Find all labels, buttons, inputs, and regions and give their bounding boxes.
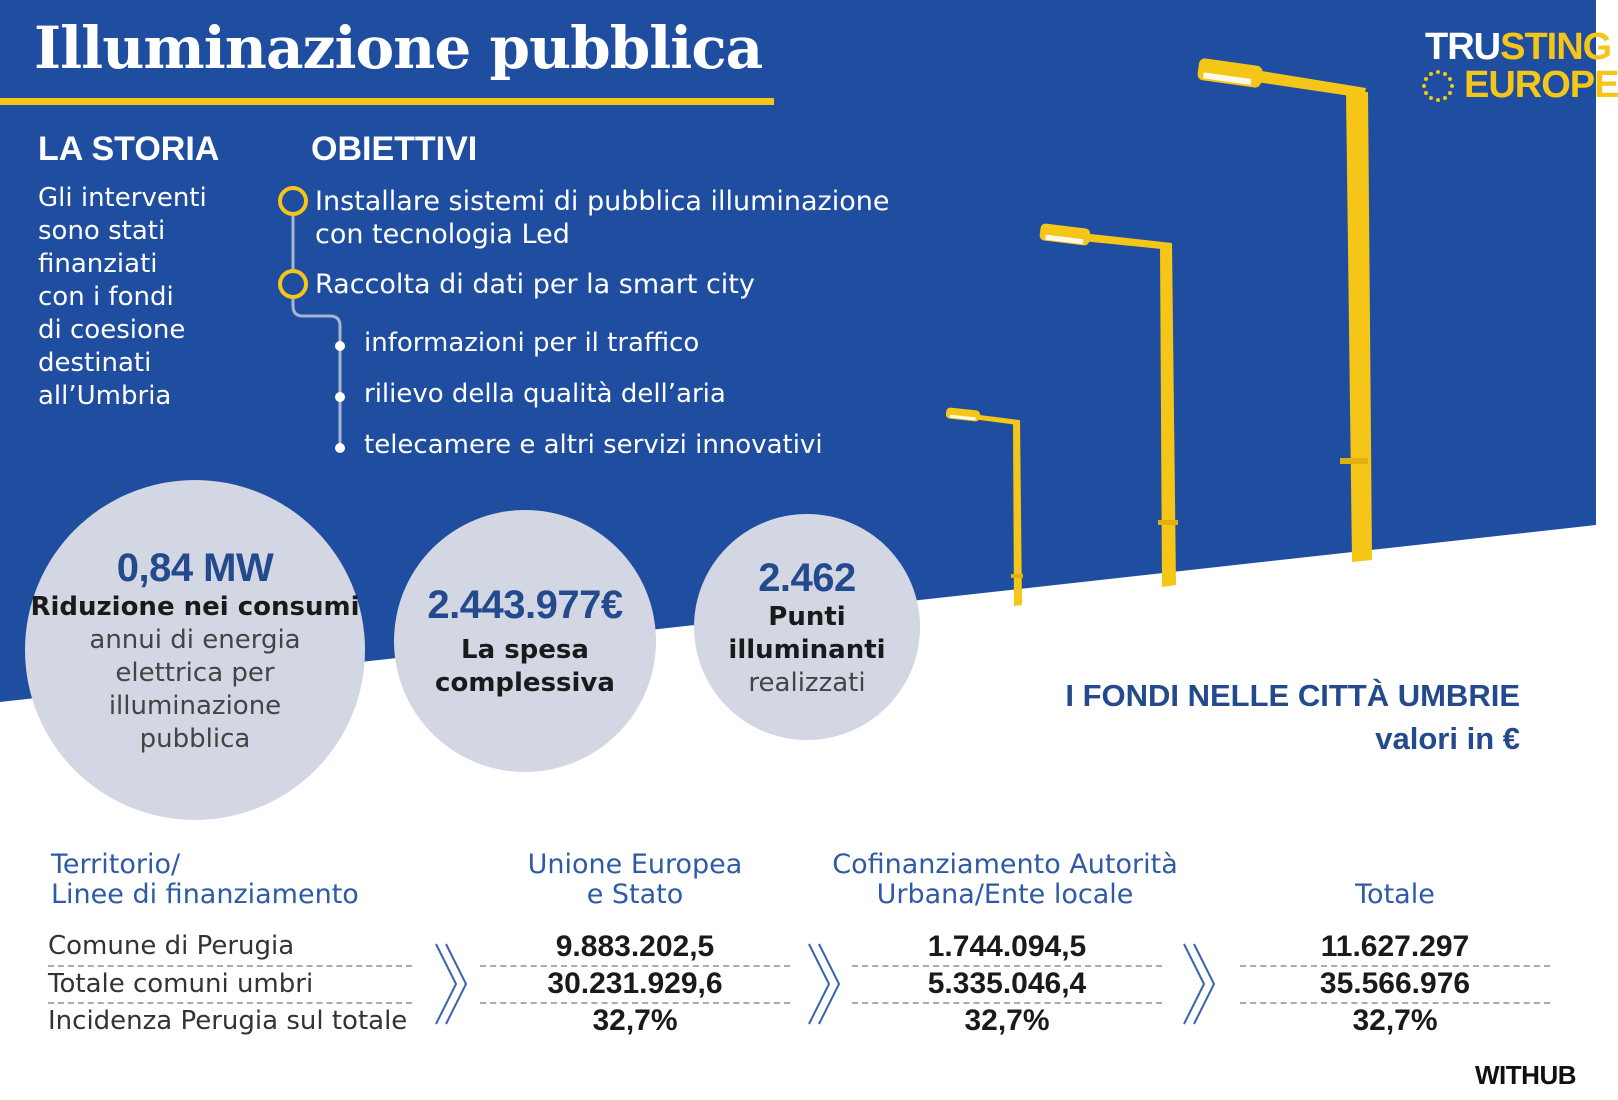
row-divider	[1240, 1002, 1550, 1004]
stat-value: 2.443.977€	[427, 583, 623, 627]
story-text	[38, 182, 268, 413]
objective-subitem: telecamere e altri servizi innovativi	[364, 430, 823, 460]
sub-bullet-2	[335, 392, 345, 402]
title-underline	[0, 98, 774, 105]
objective-item	[315, 268, 755, 301]
stat-label-bold: La spesa	[461, 635, 589, 665]
row-divider	[48, 1002, 412, 1004]
stat-label-bold: complessiva	[435, 668, 615, 698]
story-heading: LA STORIA	[38, 130, 220, 168]
sub-bullet-3	[335, 443, 345, 453]
logo-text-sting: STING	[1500, 26, 1612, 68]
header-line: e Stato	[586, 879, 684, 910]
cell-eu: 32,7%	[592, 1004, 678, 1037]
row-divider	[852, 1002, 1162, 1004]
cell-total: 11.627.297	[1320, 930, 1470, 963]
row-divider	[852, 965, 1162, 967]
header-line: Cofinanziamento Autorità	[832, 849, 1178, 880]
stat-circle-lights	[694, 514, 920, 740]
header-territory	[51, 850, 359, 910]
trusting-europe-logo	[1420, 26, 1618, 106]
stat-label-bold: Punti	[768, 601, 846, 632]
funds-title	[1065, 674, 1520, 760]
stat-value: 0,84 MW	[116, 545, 274, 590]
objective-marker-2	[280, 271, 306, 297]
logo-text-tru: TRU	[1425, 26, 1501, 68]
objective-line: Installare sistemi di pubblica illuminazione	[315, 186, 890, 217]
story-line: con i fondi	[38, 282, 174, 312]
page-title: Illuminazione pubblica	[34, 14, 763, 82]
credit-label: WITHUB	[1475, 1060, 1576, 1090]
row-label: Totale comuni umbri	[48, 969, 314, 999]
objective-marker-1	[280, 188, 306, 214]
story-line: di coesione	[38, 315, 186, 345]
stat-label-bold: illuminanti	[728, 634, 886, 665]
header-line: Unione Europea	[527, 849, 743, 880]
cell-eu: 9.883.202,5	[555, 930, 715, 963]
cell-cofin: 1.744.094,5	[927, 930, 1087, 963]
stat-label: realizzati	[748, 667, 866, 698]
sub-bullet-1	[335, 341, 345, 351]
stat-label: elettrica per	[115, 657, 275, 688]
row-divider	[480, 1002, 790, 1004]
header-total: Totale	[1355, 879, 1435, 910]
cell-eu: 30.231.929,6	[547, 967, 723, 1000]
stat-value: 2.462	[758, 555, 856, 600]
stat-label-bold: Riduzione nei consumi	[30, 591, 360, 622]
header-line: Urbana/Ente locale	[876, 879, 1134, 910]
objective-item	[315, 185, 889, 251]
funds-title-text: I FONDI NELLE CITTÀ UMBRIE	[1065, 678, 1520, 713]
header-eu	[480, 850, 790, 910]
funds-subtitle: valori in €	[1375, 721, 1520, 756]
stat-circle-energy	[25, 480, 365, 820]
story-line: sono stati	[38, 216, 166, 246]
row-divider	[1240, 965, 1550, 967]
stat-label: pubblica	[139, 723, 251, 754]
objective-line: con tecnologia Led	[315, 219, 570, 250]
row-divider	[480, 965, 790, 967]
cell-total: 35.566.976	[1319, 967, 1471, 1000]
stat-circle-spending	[394, 510, 656, 772]
objective-subitem: rilievo della qualità dell’aria	[364, 379, 726, 409]
objective-line: Raccolta di dati per la smart city	[315, 269, 755, 300]
story-line: Gli interventi	[38, 183, 207, 213]
eu-stars-icon	[1420, 68, 1456, 104]
stat-label: illuminazione	[108, 690, 282, 721]
story-line: all’Umbria	[38, 381, 172, 411]
row-label: Incidenza Perugia sul totale	[48, 1006, 408, 1036]
cell-cofin: 32,7%	[964, 1004, 1050, 1037]
header-line: Linee di finanziamento	[51, 879, 359, 910]
story-line: finanziati	[38, 249, 158, 279]
header-line: Territorio/	[51, 849, 181, 880]
objective-subitem: informazioni per il traffico	[364, 328, 700, 358]
header-cofin	[830, 850, 1180, 910]
objectives-heading: OBIETTIVI	[311, 130, 478, 168]
stat-label: annui di energia	[89, 624, 301, 655]
cell-total: 32,7%	[1352, 1004, 1438, 1037]
cell-cofin: 5.335.046,4	[927, 967, 1087, 1000]
row-divider	[48, 965, 412, 967]
row-label: Comune di Perugia	[48, 931, 295, 961]
logo-text-europe: EUROPE	[1464, 64, 1618, 106]
story-line: destinati	[38, 348, 152, 378]
